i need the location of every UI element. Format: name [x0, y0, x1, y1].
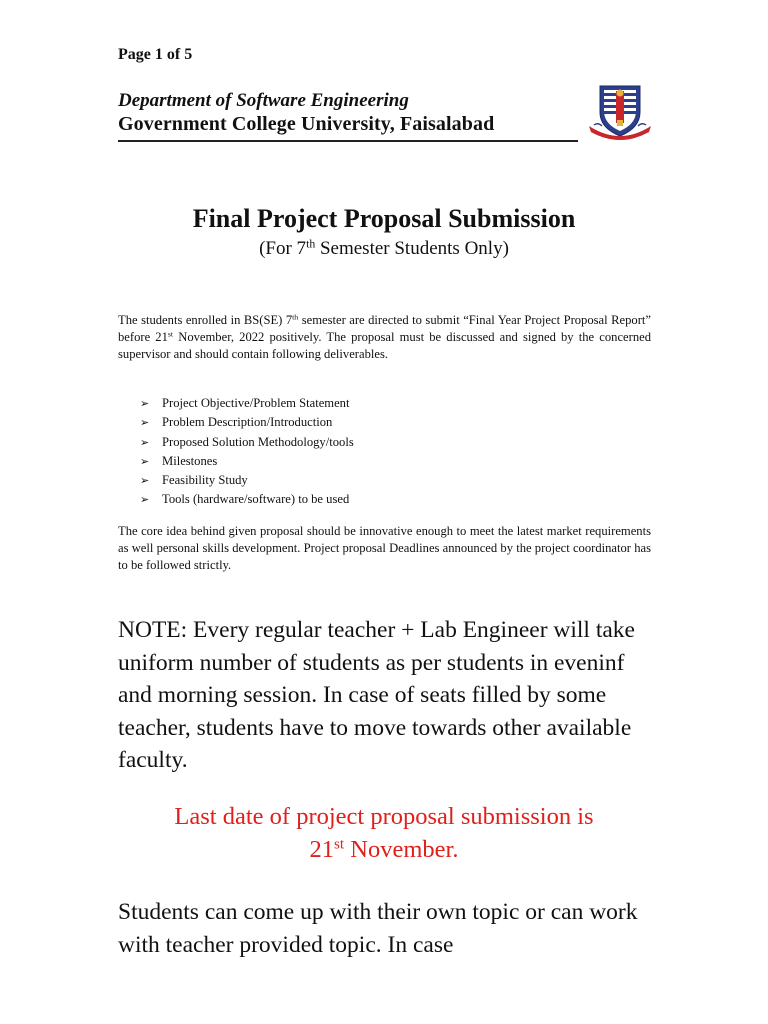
list-item: ➢ Tools (hardware/software) to be used	[140, 490, 354, 509]
document-title: Final Project Proposal Submission	[192, 204, 576, 233]
university-name: Government College University, Faisalabad	[118, 113, 495, 135]
deliverables-list	[140, 394, 354, 510]
department-name: Department of Software Engineering	[118, 90, 409, 111]
note-paragraph: NOTE: Every regular teacher + Lab Engineer will take uniform number of students as per students in eveninf and morning session. In case of seats filled by some teacher, students have to move towards other available faculty.	[118, 617, 635, 773]
intro-paragraph: The students enrolled in BS(SE) 7th semester are directed to submit “Final Year Project Proposal Report” before 21st November, 2022 positively. The proposal must be discussed and signed by the concerned supervisor and should contain following deliverables.	[118, 312, 651, 361]
list-item: ➢ Milestones	[140, 452, 354, 471]
core-idea-paragraph: The core idea behind given proposal should be innovative enough to meet the latest market requirements as well personal skills development. Project proposal Deadlines announced by the project coordinator has to be followed strictly.	[118, 524, 651, 572]
list-item: ➢ Project Objective/Problem Statement	[140, 394, 354, 413]
arrow-bullet-icon: ➢	[140, 455, 150, 468]
document-subtitle: (For 7th Semester Students Only)	[259, 237, 509, 259]
header-divider	[118, 140, 578, 142]
closing-paragraph: Students can come up with their own topic or can work with teacher provided topic. In case	[118, 899, 638, 958]
arrow-bullet-icon: ➢	[140, 436, 150, 449]
list-item: ➢ Proposed Solution Methodology/tools	[140, 433, 354, 452]
page-number: Page 1 of 5	[118, 46, 193, 63]
arrow-bullet-icon: ➢	[140, 475, 150, 488]
arrow-bullet-icon: ➢	[140, 398, 150, 410]
list-item: ➢ Problem Description/Introduction	[140, 413, 354, 432]
list-item: ➢ Feasibility Study	[140, 471, 354, 490]
arrow-bullet-icon: ➢	[140, 494, 150, 507]
university-crest-icon	[586, 82, 654, 144]
arrow-bullet-icon: ➢	[140, 417, 150, 430]
deadline-notice: Last date of project proposal submission is 21st November.	[174, 803, 594, 863]
